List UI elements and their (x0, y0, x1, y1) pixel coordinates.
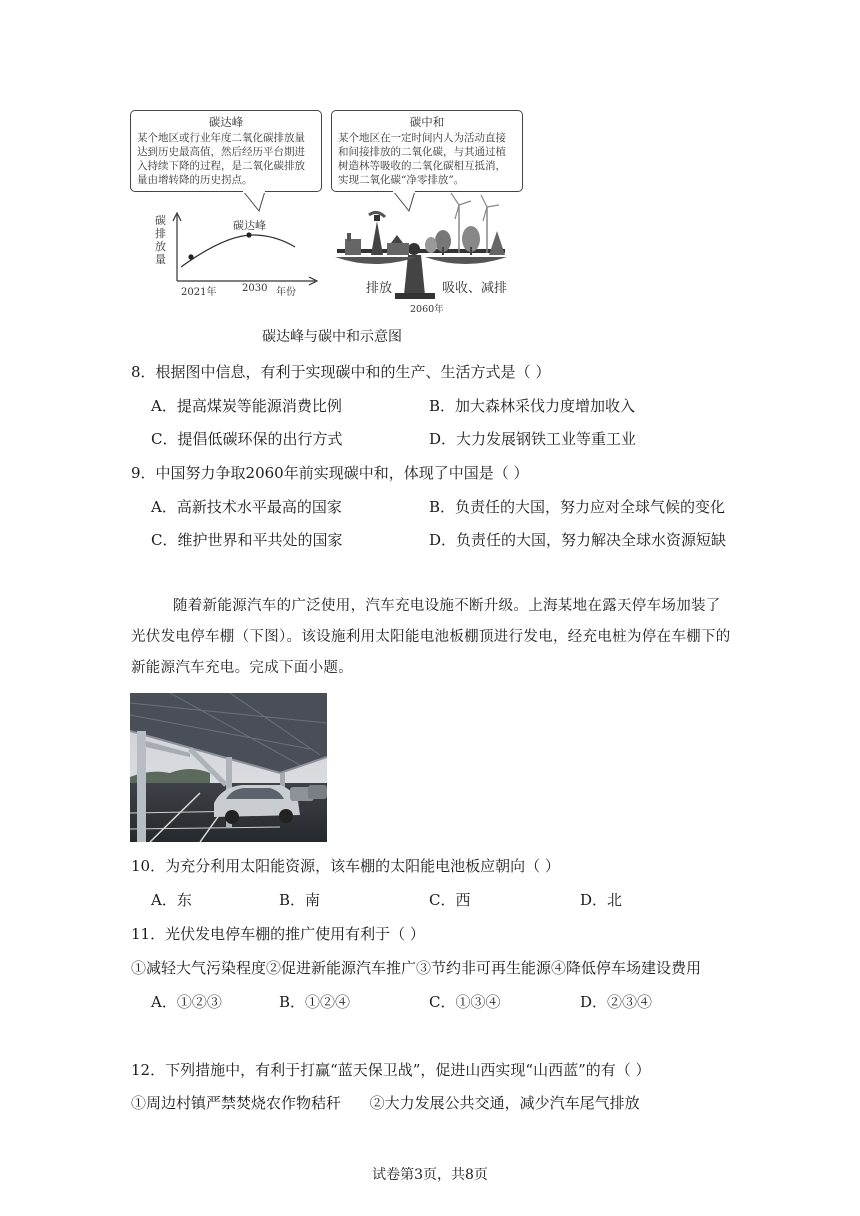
reading-passage: 随着新能源汽车的广泛使用，汽车充电设施不断升级。上海某地在露天停车场加装了光伏发电停车棚（下图）。该设施利用太阳能电池板棚顶进行发电，经充电桩为停在车棚下的新能源汽车充电。完成下面小题。 (131, 598, 731, 676)
carbon-neutral-title: 碳中和 (409, 115, 445, 129)
question-10-option-c[interactable]: C．西 (429, 891, 471, 909)
chart-tick-year: 年份 (276, 287, 296, 298)
question-11-option-c[interactable]: C．①③④ (429, 993, 501, 1011)
question-10-option-d[interactable]: D．北 (580, 891, 623, 909)
question-8-option-d[interactable]: D．大力发展钢铁工业等重工业 (429, 430, 637, 448)
question-12-items: ①周边村镇严禁焚烧农作物秸秆 ②大力发展公共交通，减少汽车尾气排放 (131, 1094, 640, 1112)
question-9-option-a[interactable]: A．高新技术水平最高的国家 (151, 498, 342, 516)
question-11-option-a[interactable]: A．①②③ (151, 993, 222, 1011)
figure-caption: 碳达峰与碳中和示意图 (262, 329, 402, 345)
question-8-option-c[interactable]: C．提倡低碳环保的出行方式 (151, 430, 343, 448)
question-9-option-b[interactable]: B．负责任的大国，努力应对全球气候的变化 (429, 498, 726, 516)
solar-carport-photo (130, 693, 327, 842)
carbon-neutral-text: 某个地区在一定时间内人为活动直接和间接排放的二氧化碳，与其通过植树造林等吸收的二氧化碳相互抵消，实现二氧化碳“净零排放”。 (338, 132, 506, 186)
question-12-stem: 12．下列措施中，有利于打赢“蓝天保卫战”，促进山西实现“山西蓝”的有（ ） (131, 1061, 651, 1079)
question-9-stem: 9．中国努力争取2060年前实现碳中和，体现了中国是（ ） (131, 464, 529, 482)
question-9-option-c[interactable]: C．维护世界和平共处的国家 (151, 531, 343, 549)
question-11-stem: 11．光伏发电停车棚的推广使用有利于（ ） (131, 925, 425, 943)
question-11-option-d[interactable]: D．②③④ (580, 993, 653, 1011)
question-11-option-b[interactable]: B．①②④ (279, 993, 351, 1011)
chart-peak-label: 碳达峰 (233, 219, 266, 232)
question-11-items: ①减轻大气污染程度②促进新能源汽车推广③节约非可再生能源④降低停车场建设费用 (131, 959, 702, 977)
question-8-option-b[interactable]: B．加大森林采伐力度增加收入 (429, 397, 636, 415)
scale-right-label: 吸收、减排 (442, 281, 508, 296)
chart-tick-2021: 2021年 (181, 287, 217, 298)
page-footer: 试卷第3页，共8页 (372, 1167, 488, 1183)
question-10-option-b[interactable]: B．南 (279, 891, 321, 909)
question-8-option-a[interactable]: A．提高煤炭等能源消费比例 (151, 397, 342, 415)
chart-tick-2030: 2030 (242, 283, 268, 294)
question-9-option-d[interactable]: D．负责任的大国，努力解决全球水资源短缺 (429, 531, 727, 549)
figure-graphics (125, 185, 535, 320)
carbon-neutral-bubble (331, 110, 523, 192)
question-8-stem: 8．根据图中信息，有利于实现碳中和的生产、生活方式是（ ） (131, 363, 551, 381)
scale-year-label: 2060年 (410, 304, 444, 315)
scale-left-label: 排放 (366, 281, 393, 296)
chart-ylabel: 碳排放量 (155, 214, 166, 266)
carbon-peak-title: 碳达峰 (208, 115, 244, 129)
question-10-stem: 10．为充分利用太阳能资源，该车棚的太阳能电池板应朝向（ ） (131, 857, 560, 875)
question-10-option-a[interactable]: A．东 (151, 891, 192, 909)
carbon-peak-bubble (130, 110, 322, 192)
carbon-peak-text: 某个地区或行业年度二氧化碳排放量达到历史最高值，然后经历平台期进入持续下降的过程，是二氧化碳排放量由增转降的历史拐点。 (137, 132, 305, 186)
